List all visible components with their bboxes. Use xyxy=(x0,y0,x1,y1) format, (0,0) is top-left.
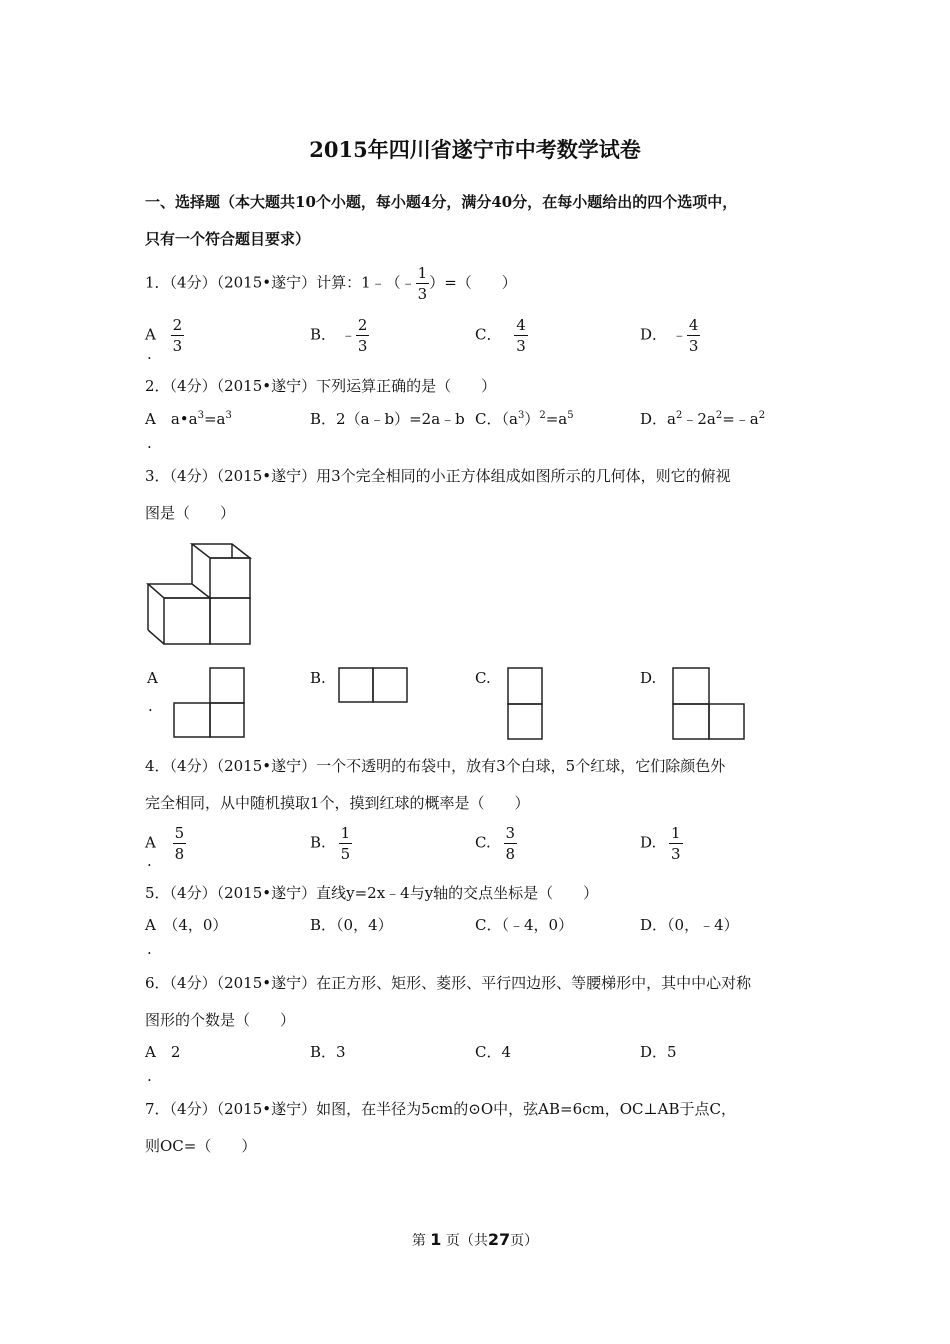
cube-figure xyxy=(140,538,260,650)
q3-option-b-label[interactable]: B. xyxy=(310,669,326,687)
q2-option-b[interactable]: B．2（a﹣b）=2a﹣b xyxy=(310,410,465,428)
question-1 xyxy=(145,263,517,304)
q4-option-d[interactable]: D. $\frac{1}{3}$ xyxy=(640,824,681,863)
q3-option-d-label[interactable]: D. xyxy=(640,669,657,687)
section-heading-line2: 只有一个符合题目要求） xyxy=(145,230,311,248)
q3-option-d-figure[interactable] xyxy=(670,665,750,743)
q4-option-b[interactable]: B. $\frac{1}{5}$ xyxy=(310,824,351,863)
question-7-line1: 7．（4分）（2015•遂宁）如图，在半径为5cm的⊙O中，弦AB=6cm，OC⊥AB于点C， xyxy=(145,1100,736,1118)
q5-option-a[interactable]: A （4，0） xyxy=(145,916,228,934)
question-4-line1: 4．（4分）（2015•遂宁）一个不透明的布袋中，放有3个白球，5个红球，它们除颜色外 xyxy=(145,757,726,775)
q2-option-d[interactable]: D．$a^2﹣2a^2=﹣a^2$ xyxy=(640,410,766,428)
question-1-prefix: 1．（4分）（2015•遂宁）计算：1﹣（﹣ xyxy=(145,273,416,292)
option-dot: . xyxy=(147,345,152,363)
section-heading-line1: 一、选择题（本大题共10个小题，每小题4分，满分40分，在每小题给出的四个选项中， xyxy=(145,193,738,211)
question-6-line1: 6．（4分）（2015•遂宁）在正方形、矩形、菱形、平行四边形、等腰梯形中，其中中心对称 xyxy=(145,974,752,992)
option-dot: . xyxy=(147,1067,152,1085)
q3-option-c-figure[interactable] xyxy=(505,665,549,743)
q4-option-c[interactable]: C. $\frac{3}{8}$ xyxy=(475,824,516,863)
q3-option-a-figure[interactable] xyxy=(170,665,250,741)
question-5: 5．（4分）（2015•遂宁）直线y=2x﹣4与y轴的交点坐标是（ ） xyxy=(145,884,599,902)
q3-option-b-figure[interactable] xyxy=(336,665,416,707)
question-3-line1: 3．（4分）（2015•遂宁）用3个完全相同的小正方体组成如图所示的几何体，则它的俯视 xyxy=(145,467,731,485)
q6-option-d[interactable]: D．5 xyxy=(640,1043,677,1061)
q5-option-b[interactable]: B．（0，4） xyxy=(310,916,393,934)
q1-option-d[interactable]: D． ﹣ $\frac{4}{3}$ xyxy=(640,316,699,355)
q2-option-a[interactable]: A $a•a^3=a^3$ xyxy=(145,410,232,428)
page-footer: 第 1 页（共27页） xyxy=(411,1230,539,1249)
q6-option-b[interactable]: B．3 xyxy=(310,1043,346,1061)
q1-option-a[interactable]: A $\frac{2}{3}$ xyxy=(145,316,183,355)
question-7-line2: 则OC=（ ） xyxy=(145,1137,257,1155)
q5-option-c[interactable]: C．（﹣4，0） xyxy=(475,916,574,934)
question-2: 2．（4分）（2015•遂宁）下列运算正确的是（ ） xyxy=(145,377,497,395)
q6-option-a[interactable]: A 2 xyxy=(145,1043,181,1061)
page-number: 1 xyxy=(430,1230,442,1249)
question-1-suffix: ）=（ ） xyxy=(429,273,517,292)
option-dot: . xyxy=(147,940,152,958)
option-dot: . xyxy=(148,697,153,715)
question-3-line2: 图是（ ） xyxy=(145,504,236,522)
question-4-line2: 完全相同，从中随机摸取1个，摸到红球的概率是（ ） xyxy=(145,794,530,812)
q2-option-c[interactable]: C．$(a^3)^2=a^5$ xyxy=(475,410,574,428)
q1-option-c[interactable]: C． $\frac{4}{3}$ xyxy=(475,316,526,355)
question-6-line2: 图形的个数是（ ） xyxy=(145,1011,296,1029)
q5-option-d[interactable]: D．（0，﹣4） xyxy=(640,916,739,934)
option-dot: . xyxy=(147,434,152,452)
option-dot: . xyxy=(147,852,152,870)
q1-option-b[interactable]: B． ﹣ $\frac{2}{3}$ xyxy=(310,316,368,355)
question-1-fraction: $\frac{1}{3}$ xyxy=(417,264,428,303)
total-pages: 27 xyxy=(487,1230,511,1249)
q3-option-c-label[interactable]: C. xyxy=(475,669,491,687)
q3-option-a-label[interactable]: A xyxy=(147,669,158,687)
q4-option-a[interactable]: A $\frac{5}{8}$ xyxy=(145,824,185,863)
q6-option-c[interactable]: C．4 xyxy=(475,1043,512,1061)
page-title: 2015年四川省遂宁市中考数学试卷 xyxy=(309,137,641,162)
